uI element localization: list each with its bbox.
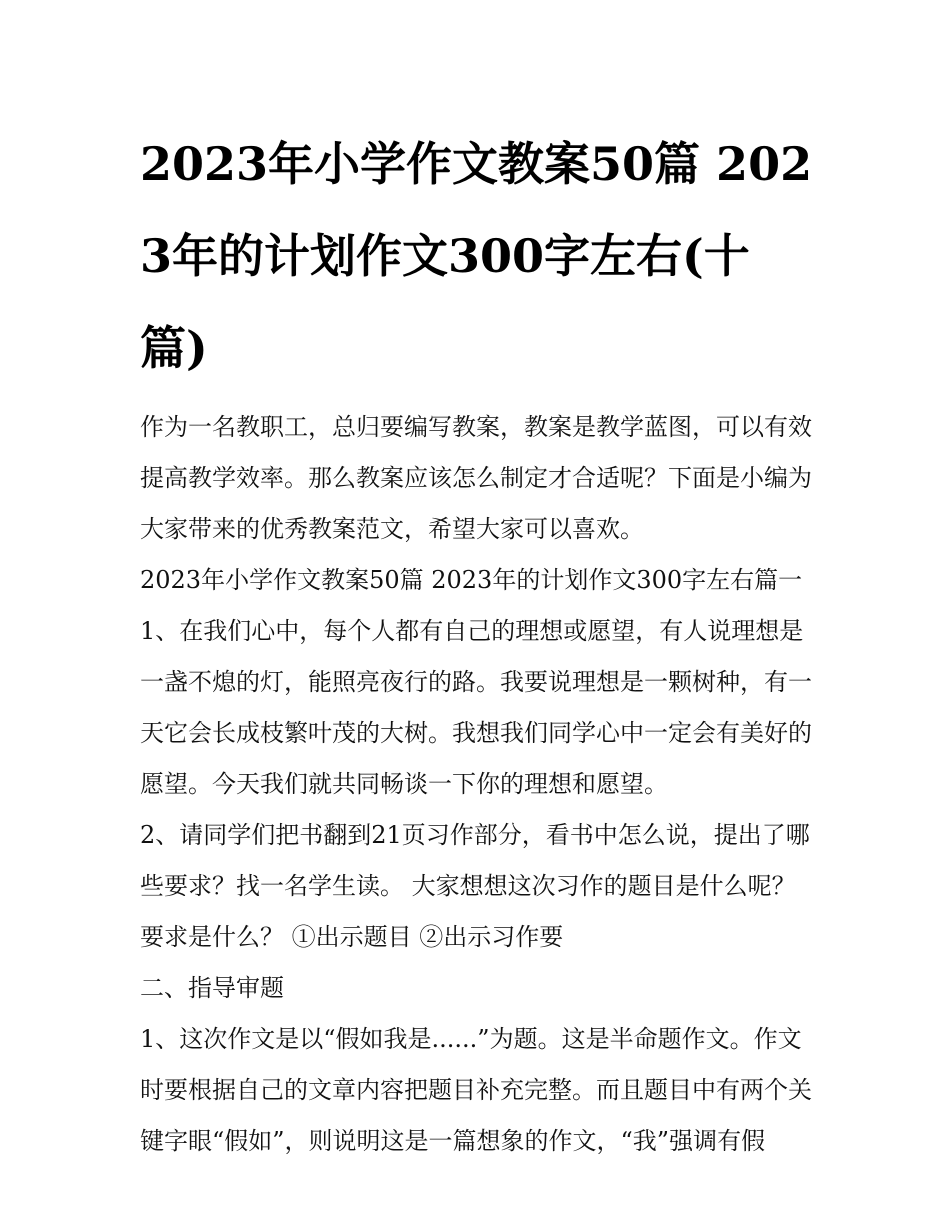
subsection-heading: 二、指导审题 <box>140 974 284 1002</box>
body-paragraph: 1、这次作文是以“假如我是......”为题。这是半命题作文。作文时要根据自己的文章内容把题目补充完整。而且题目中有两个关键字眼“假如”，则说明这是一篇想象的作文，“我”强调有假 <box>140 1025 812 1155</box>
section-heading: 2023年小学作文教案50篇 2023年的计划作文300字左右篇一 <box>140 566 803 594</box>
document-title: 2023年小学作文教案50篇 2023年的计划作文300字左右(十篇) <box>140 137 813 375</box>
body-paragraph: 1、在我们心中，每个人都有自己的理想或愿望，有人说理想是一盏不熄的灯，能照亮夜行的路。我要说理想是一颗树种，有一天它会长成枝繁叶茂的大树。我想我们同学心中一定会有美好的愿望。今天我们就共同畅谈一下你的理想和愿望。 <box>140 617 812 798</box>
document-page <box>140 118 815 1167</box>
intro-paragraph: 作为一名教职工，总归要编写教案，教案是教学蓝图，可以有效提高教学效率。那么教案应该怎么制定才合适呢？下面是小编为大家带来的优秀教案范文，希望大家可以喜欢。 <box>140 413 812 543</box>
body-paragraph: 2、请同学们把书翻到21页习作部分，看书中怎么说，提出了哪些要求？找一名学生读。 大家想想这次习作的题目是什么呢？要求是什么？ ①出示题目 ②出示习作要 <box>140 821 810 951</box>
